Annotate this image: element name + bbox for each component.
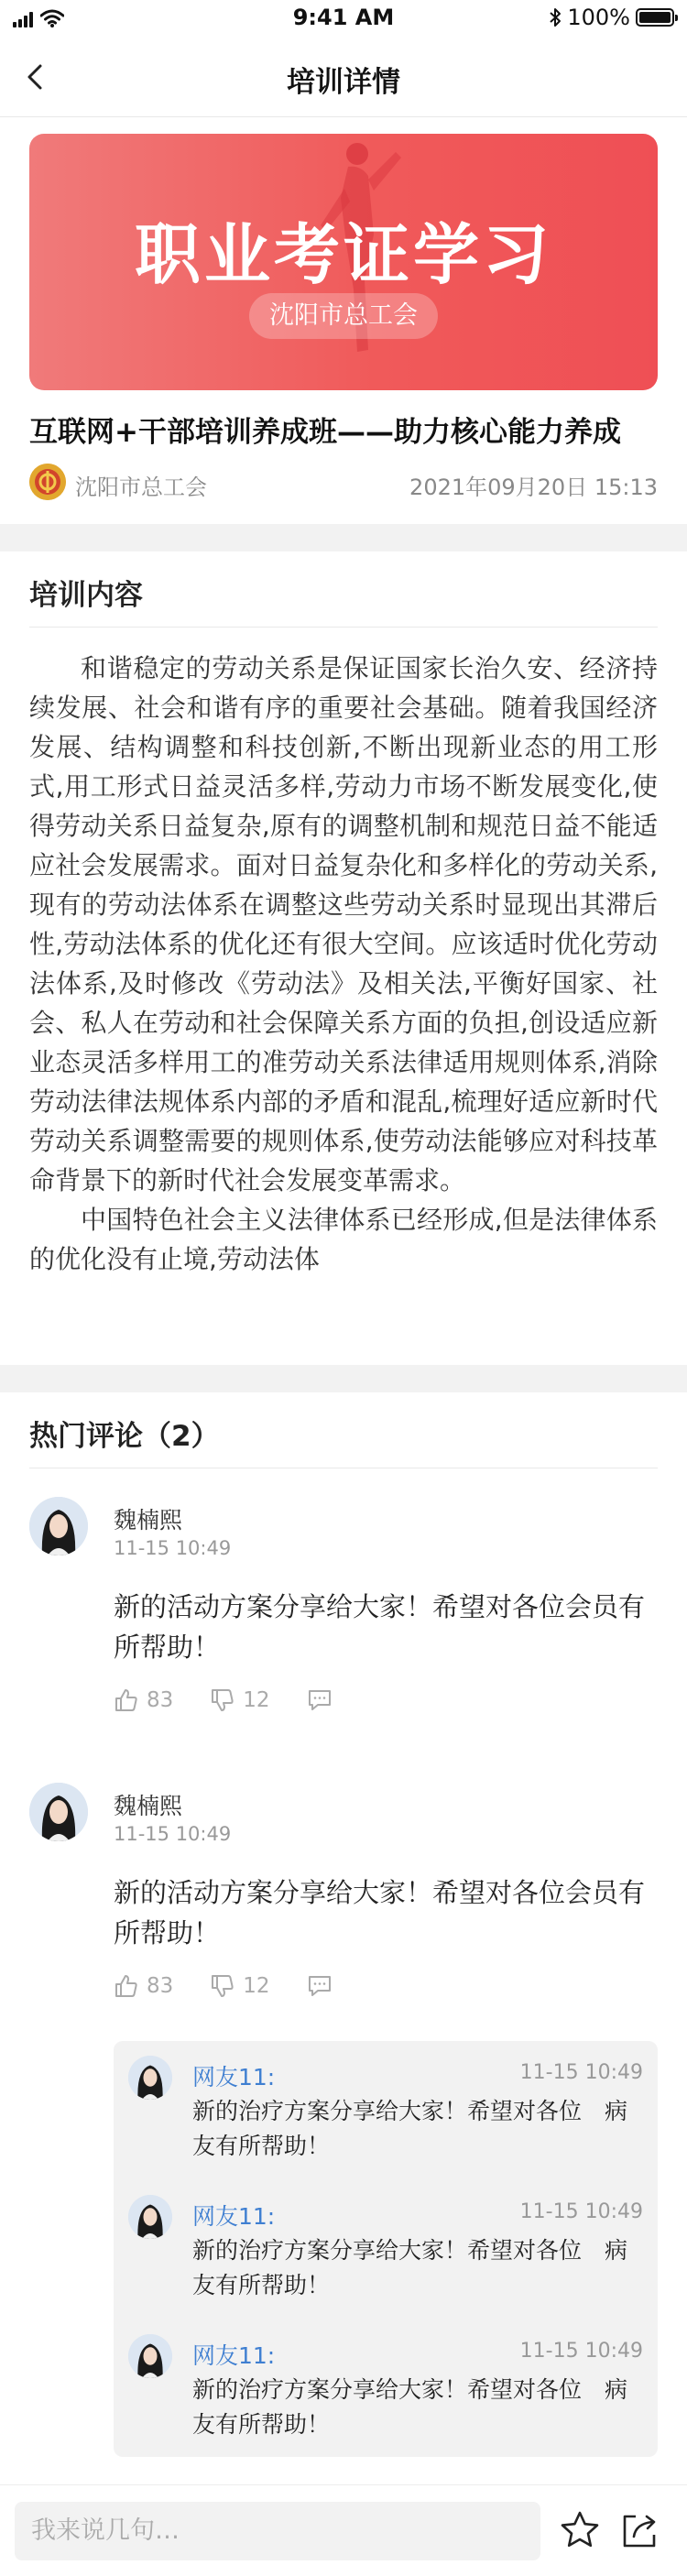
star-icon[interactable] (559, 2509, 601, 2551)
reply-time: 11-15 10:49 (519, 2061, 643, 2084)
avatar[interactable] (128, 2056, 172, 2100)
reply-list (114, 2041, 658, 2457)
reply-text: 新的治疗方案分享给大家！希望对各位 病友有所帮助！ (192, 2376, 628, 2438)
reply-item (114, 2180, 658, 2318)
article-meta (29, 464, 658, 502)
battery-icon (636, 8, 674, 27)
banner-image[interactable] (29, 134, 658, 390)
page-title: 培训详情 (287, 66, 400, 99)
content-paragraph: 和谐稳定的劳动关系是保证国家长治久安、经济持续发展、社会和谐有序的重要社会基础。随着我国经济发展、结构调整和科技创新,不断出现新业态的用工形式,用工形式日益灵活多样,劳动力市场不断发展变化,使得劳动关系日益复杂,原有的调整机制和规范日益不能适应社会发展需求。面对日益复杂化和多样化的劳动关系,现有的劳动法体系在调整这些劳动关系时显现出其滞后性,劳动法体系的优化还有很大空间。应该适时优化劳动法体系,及时修改《劳动法》及相关法,平衡好国家、社会、私人在劳动和社会保障关系方面的负担,创设适应新业态灵活多样用工的准劳动关系法律适用规则体系,消除劳动法律法规体系内部的矛盾和混乱,梳理好适应新时代劳动关系调整需要的规则体系,使劳动法能够应对科技革命背景下的新时代社会发展变革需求。 (29, 653, 658, 1195)
like-icon (114, 1687, 139, 1713)
reply-button[interactable] (307, 1687, 333, 1713)
like-button[interactable] (114, 1973, 173, 1999)
comment-actions (114, 1687, 369, 1713)
like-count: 83 (147, 1974, 174, 1998)
reply-item (114, 2041, 658, 2178)
training-heading: 培训内容 (29, 579, 143, 612)
dislike-button[interactable] (210, 1973, 269, 1999)
bottom-bar (0, 2484, 687, 2576)
reply-button[interactable] (307, 1973, 333, 1999)
comment-time: 11-15 10:49 (114, 1823, 232, 1845)
comment-author: 魏楠熙 (114, 1507, 183, 1534)
reply-text: 新的治疗方案分享给大家！希望对各位 病友有所帮助！ (192, 2237, 628, 2298)
banner-tag: 沈阳市总工会 (249, 293, 438, 339)
nav-bar (0, 37, 687, 117)
share-icon[interactable] (619, 2509, 661, 2551)
avatar[interactable] (29, 1783, 88, 1841)
status-time: 9:41 AM (292, 5, 395, 30)
dislike-count: 12 (243, 1974, 270, 1998)
bluetooth-icon (549, 6, 562, 28)
banner-title: 职业考证学习 (134, 216, 552, 293)
comment-text: 新的活动方案分享给大家！希望对各位会员有所帮助！ (114, 1877, 646, 1948)
article-source[interactable]: 沈阳市总工会 (75, 475, 207, 500)
reply-item (114, 2319, 658, 2457)
article-datetime: 2021年09月20日 15:13 (409, 475, 658, 500)
status-right (549, 5, 674, 30)
dislike-icon (210, 1687, 235, 1713)
comment-text: 新的活动方案分享给大家！希望对各位会员有所帮助！ (114, 1591, 646, 1663)
comment-icon (307, 1973, 333, 1999)
reply-time: 11-15 10:49 (519, 2200, 643, 2223)
battery-percent: 100% (567, 5, 630, 30)
comment-time: 11-15 10:49 (114, 1537, 232, 1559)
like-count: 83 (147, 1688, 174, 1712)
status-bar (0, 0, 687, 37)
reply-time: 11-15 10:49 (519, 2340, 643, 2363)
comment-item (29, 1497, 658, 1753)
union-logo-icon (29, 464, 66, 500)
comment-author: 魏楠熙 (114, 1793, 183, 1819)
section-divider (0, 524, 687, 551)
comment-item (29, 1783, 658, 2039)
training-content (29, 649, 658, 1279)
comments-heading: 热门评论（2） (29, 1420, 220, 1453)
comment-input[interactable]: 我来说几句… (15, 2502, 540, 2560)
comment-actions (114, 1973, 369, 1999)
dislike-button[interactable] (210, 1687, 269, 1713)
reply-author[interactable]: 网友11: (192, 2342, 276, 2369)
reply-author[interactable]: 网友11: (192, 2064, 276, 2090)
dislike-count: 12 (243, 1688, 270, 1712)
content-paragraph: 中国特色社会主义法律体系已经形成,但是法律体系的优化没有止境,劳动法体 (29, 1205, 658, 1274)
avatar[interactable] (128, 2334, 172, 2378)
article-title: 互联网+干部培训养成班——助力核心能力养成 (29, 416, 621, 449)
divider-line (29, 627, 658, 628)
like-button[interactable] (114, 1687, 173, 1713)
avatar[interactable] (29, 1497, 88, 1555)
dislike-icon (210, 1973, 235, 1999)
avatar[interactable] (128, 2195, 172, 2239)
reply-text: 新的治疗方案分享给大家！希望对各位 病友有所帮助！ (192, 2098, 628, 2159)
reply-author[interactable]: 网友11: (192, 2203, 276, 2230)
like-icon (114, 1973, 139, 1999)
section-divider (0, 1365, 687, 1392)
comment-icon (307, 1687, 333, 1713)
